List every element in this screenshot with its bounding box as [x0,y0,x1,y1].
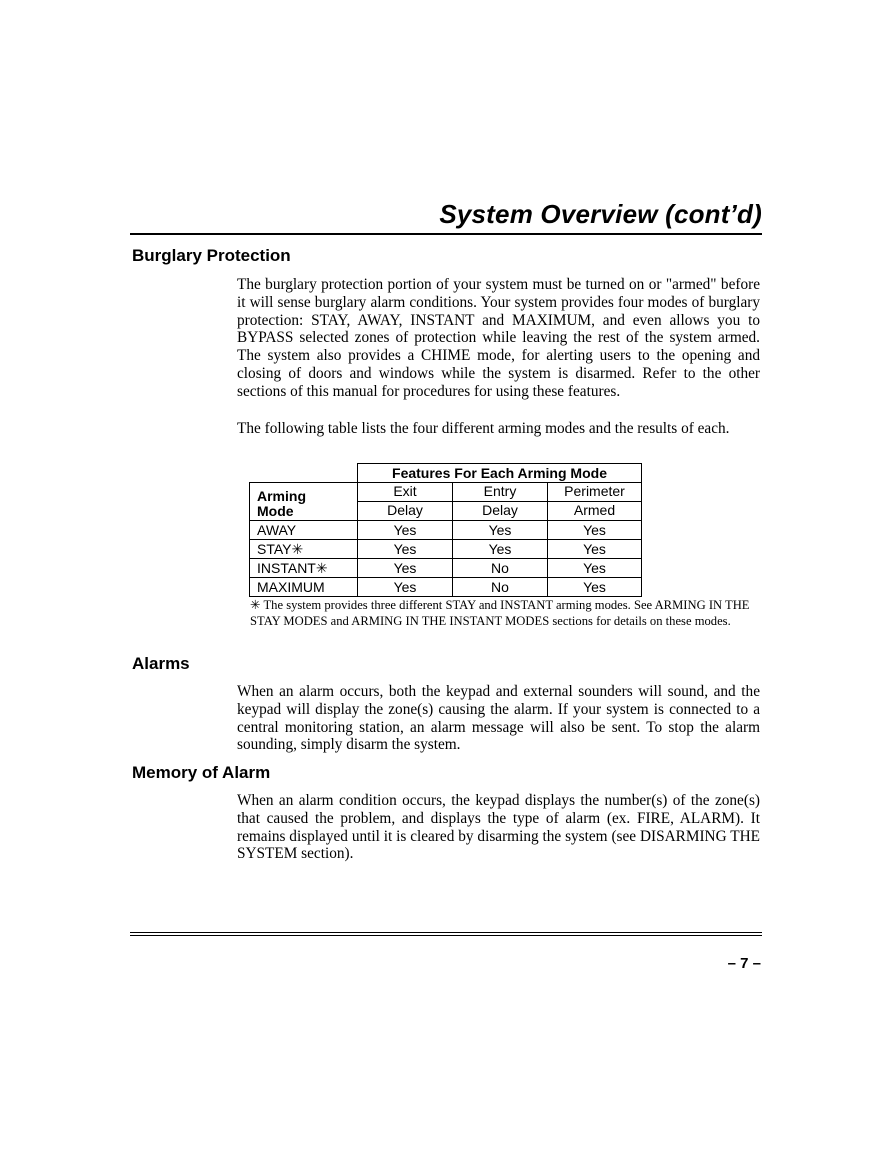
row-mode: AWAY [250,521,358,540]
alarms-heading: Alarms [132,654,190,673]
memory-of-alarm-heading: Memory of Alarm [132,763,271,782]
entry-delay-header-line1: Entry [453,483,548,502]
table-row [250,540,642,559]
burglary-paragraph-1: The burglary protection portion of your system must be turned on or "armed" before it will sense burglary alarm conditions. Your system provides four modes of burglary protection: STAY, AWAY, INSTANT and MAXIMUM, and even allows you to BYPASS selected zones of protection while leaving the rest of the system armed. The system also provides a CHIME mode, for alerting users to the opening and closing of doors and windows while the system is disarmed. Refer to the other sections of this manual for procedures for using these features. [237,276,760,400]
burglary-paragraph-2: The following table lists the four different arming modes and the results of each. [237,420,730,437]
title-rule [130,233,762,235]
table-row [250,559,642,578]
row-entry-delay: Yes [453,540,548,559]
row-exit-delay: Yes [358,540,453,559]
alarms-paragraph: When an alarm occurs, both the keypad and external sounders will sound, and the keypad will display the zone(s) causing the alarm. If your system is connected to a central monitoring station, an alarm message will also be sent. To stop the alarm sounding, simply disarm the system. [237,683,760,754]
perimeter-armed-header-line1: Perimeter [548,483,642,502]
row-mode: INSTANT✳ [250,559,358,578]
table-footnote: ✳ The system provides three different STAY and INSTANT arming modes. See ARMING IN THE STAY MODES and ARMING IN THE INSTANT MODES sections for details on these modes. [250,598,750,628]
row-entry-delay: No [453,559,548,578]
row-perimeter-armed: Yes [548,578,642,597]
page-title: System Overview (cont’d) [439,199,762,229]
footer-rule [130,932,762,933]
table-row [250,521,642,540]
row-exit-delay: Yes [358,521,453,540]
arming-modes-table [249,463,642,597]
arming-mode-header-line2: Mode [257,503,294,519]
row-perimeter-armed: Yes [548,559,642,578]
row-perimeter-armed: Yes [548,540,642,559]
row-mode: MAXIMUM [250,578,358,597]
exit-delay-header-line2: Delay [358,502,453,521]
row-exit-delay: Yes [358,559,453,578]
table-corner [250,464,358,483]
entry-delay-header-line2: Delay [453,502,548,521]
row-entry-delay: Yes [453,521,548,540]
row-mode: STAY✳ [250,540,358,559]
row-perimeter-armed: Yes [548,521,642,540]
memory-of-alarm-paragraph: When an alarm condition occurs, the keypad displays the number(s) of the zone(s) that caused the problem, and displays the type of alarm (ex. FIRE, ALARM). It remains displayed until it is cleared by disarming the system (see DISARMING THE SYSTEM section). [237,792,760,863]
row-entry-delay: No [453,578,548,597]
perimeter-armed-header-line2: Armed [548,502,642,521]
arming-mode-header-line1: Arming [257,488,306,504]
row-exit-delay: Yes [358,578,453,597]
features-group-header: Features For Each Arming Mode [358,464,642,483]
page-number: – 7 – [727,955,761,972]
burglary-protection-heading: Burglary Protection [132,246,291,265]
arming-mode-header [250,483,358,521]
table-row [250,578,642,597]
footer-rule-secondary [130,935,762,936]
exit-delay-header-line1: Exit [358,483,453,502]
